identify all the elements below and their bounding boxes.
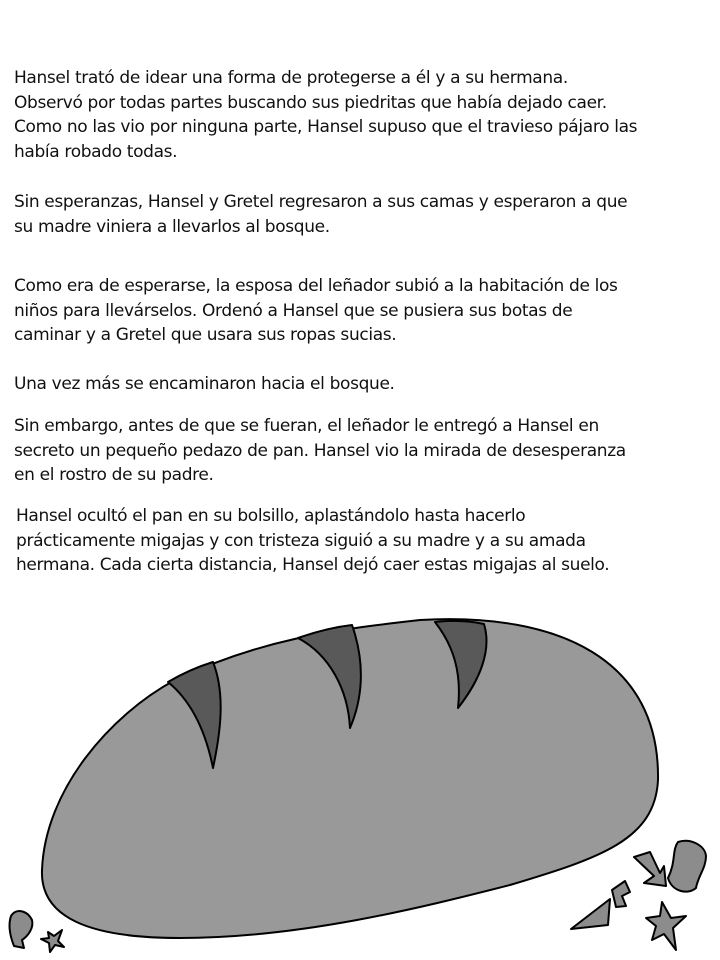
bread-crumb (668, 841, 706, 892)
story-paragraph-5: Sin embargo, antes de que se fueran, el leñador le entregó a Hansel en secreto un pequeño pedazo de pan. Hansel vio la mirada de desesperanza en el rostro de su padre. (14, 416, 626, 485)
story-paragraph-4: Una vez más se encaminaron hacia el bosque. (14, 374, 395, 394)
bread-crumb (646, 902, 686, 950)
story-paragraph-6: Hansel ocultó el pan en su bolsillo, aplastándolo hasta hacerlo prácticamente migajas y con tristeza siguió a su madre y a su amada hermana. Cada cierta distancia, Hansel dejó caer estas migajas al suelo. (16, 506, 610, 575)
bread-crumb (634, 852, 666, 886)
bread-crumb (571, 899, 610, 929)
story-paragraph-1: Hansel trató de idear una forma de protegerse a él y a su hermana. Observó por todas partes buscando sus piedritas que había dejado caer. Como no las vio por ninguna parte, Hansel supuso que el travieso pájaro las había robado todas. (14, 68, 638, 162)
bread-crumb (612, 881, 630, 907)
bread-crumb (41, 930, 64, 952)
bread-illustration (0, 600, 720, 960)
story-paragraph-3: Como era de esperarse, la esposa del leñador subió a la habitación de los niños para llevárselos. Ordenó a Hansel que se pusiera sus botas de caminar y a Gretel que usara sus ropas sucias. (14, 276, 618, 345)
bread-crumb (10, 911, 33, 948)
story-paragraph-2: Sin esperanzas, Hansel y Gretel regresaron a sus camas y esperaron a que su madre viniera a llevarlos al bosque. (14, 192, 628, 237)
